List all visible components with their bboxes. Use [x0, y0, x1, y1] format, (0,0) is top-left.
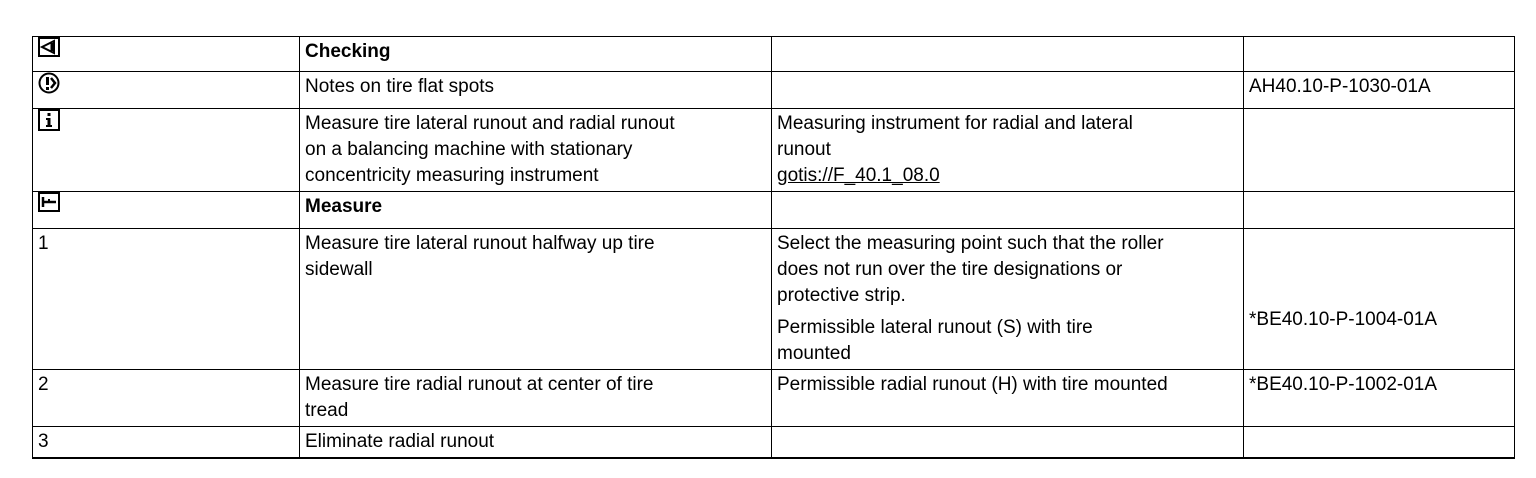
text-line: Measure tire radial runout at center of tire	[305, 374, 654, 395]
reference-cell	[1244, 37, 1515, 72]
row-icon-cell	[33, 72, 300, 109]
text-line: mounted	[777, 343, 851, 364]
table-row	[33, 109, 1515, 192]
notes-cell	[772, 427, 1244, 459]
info-icon	[38, 109, 60, 139]
step-number: 2	[33, 370, 300, 427]
measure-icon	[38, 192, 60, 220]
reference-cell	[1244, 192, 1515, 229]
step-text: Notes on tire flat spots	[300, 72, 772, 109]
text-line: Measure tire lateral runout and radial runout	[305, 113, 675, 134]
text-line: tread	[305, 400, 349, 421]
step-number: 1	[33, 229, 300, 370]
instrument-link[interactable]: gotis://F_40.1_08.0	[777, 165, 940, 186]
row-icon-cell	[33, 109, 300, 192]
text-line: Permissible lateral runout (S) with tire	[777, 317, 1093, 338]
reference-cell	[1244, 109, 1515, 192]
table-row	[33, 229, 1515, 370]
notes-cell	[772, 192, 1244, 229]
checking-icon	[38, 37, 60, 65]
notes-cell	[772, 109, 1244, 192]
step-title: Checking	[300, 37, 772, 72]
table-row	[33, 37, 1515, 72]
step-text	[300, 370, 772, 427]
row-icon-cell	[33, 192, 300, 229]
reference-link[interactable]: *BE40.10-P-1004-01A	[1244, 229, 1515, 370]
text-line: Measure tire lateral runout halfway up tire	[305, 233, 655, 254]
notes-icon	[38, 72, 60, 102]
step-text	[300, 109, 772, 192]
reference-link[interactable]: *BE40.10-P-1002-01A	[1244, 370, 1515, 427]
reference-link[interactable]: AH40.10-P-1030-01A	[1244, 72, 1515, 109]
table-row	[33, 370, 1515, 427]
text-line: sidewall	[305, 259, 373, 280]
reference-cell	[1244, 427, 1515, 459]
table-row	[33, 427, 1515, 459]
text-line: concentricity measuring instrument	[305, 165, 599, 186]
table-row	[33, 72, 1515, 109]
step-text: Eliminate radial runout	[300, 427, 772, 459]
text-line: protective strip.	[777, 285, 906, 306]
notes-cell: Permissible radial runout (H) with tire mounted	[772, 370, 1244, 427]
text-line: does not run over the tire designations or	[777, 259, 1123, 280]
text-line: runout	[777, 139, 831, 160]
procedure-table	[32, 36, 1515, 459]
text-line: Select the measuring point such that the roller	[777, 233, 1164, 254]
row-icon-cell	[33, 37, 300, 72]
notes-cell	[772, 37, 1244, 72]
step-text	[300, 229, 772, 370]
text-line: Measuring instrument for radial and lateral	[777, 113, 1133, 134]
notes-cell	[772, 229, 1244, 370]
notes-cell	[772, 72, 1244, 109]
step-number: 3	[33, 427, 300, 459]
step-title: Measure	[300, 192, 772, 229]
text-line: on a balancing machine with stationary	[305, 139, 633, 160]
table-row	[33, 192, 1515, 229]
